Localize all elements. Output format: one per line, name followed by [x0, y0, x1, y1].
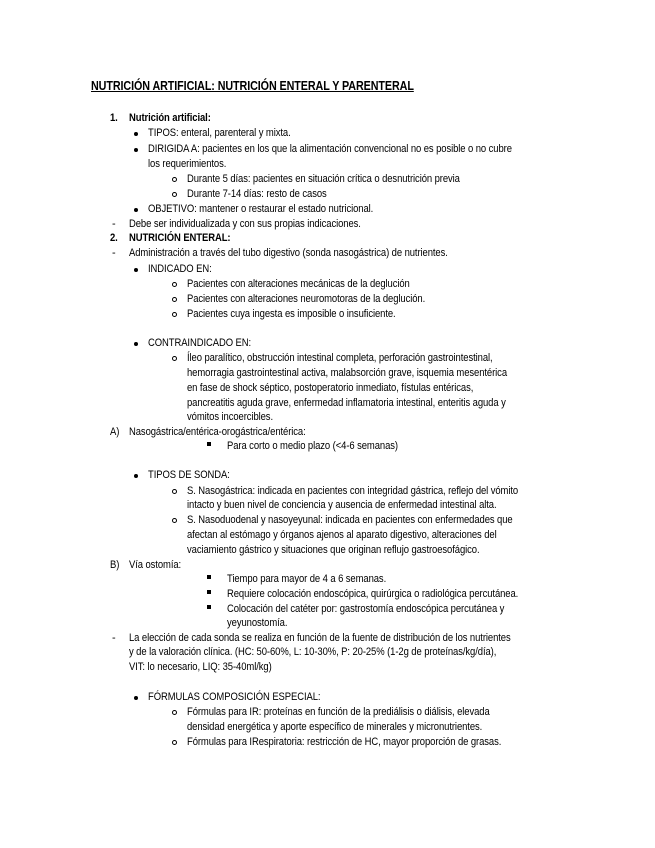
- contraindicado-line-1: Íleo paralítico, obstrucción intestinal completa, perforación gastrointestinal,: [187, 352, 493, 364]
- dash-marker: -: [112, 247, 116, 259]
- dirigida-line-1: DIRIGIDA A: pacientes en los que la alimentación convencional no es posible o no cubre: [148, 143, 512, 155]
- dirigida-line-2: los requerimientos.: [148, 158, 227, 170]
- ostomia-item-3-line-1: Colocación del catéter por: gastrostomía endoscópica percutánea y: [227, 603, 505, 615]
- circle-bullet-icon: [172, 710, 177, 715]
- document-title: NUTRICIÓN ARTIFICIAL: NUTRICIÓN ENTERAL Y PARENTERAL: [91, 79, 414, 93]
- nasoduodenal-line-3: vaciamiento gástrico y situaciones que originan reflujo gastroesofágico.: [187, 544, 480, 556]
- circle-bullet-icon: [172, 297, 177, 302]
- tipos-text: TIPOS: enteral, parenteral y mixta.: [148, 127, 291, 139]
- objetivo-text: OBJETIVO: mantener o restaurar el estado nutricional.: [148, 203, 374, 215]
- corto-plazo-text: Para corto o medio plazo (<4-6 semanas): [227, 440, 398, 452]
- square-bullet-icon: [207, 575, 211, 579]
- circle-bullet-icon: [172, 518, 177, 523]
- ostomia-item-1: Tiempo para mayor de 4 a 6 semanas.: [227, 573, 387, 585]
- contraindicado-heading: CONTRAINDICADO EN:: [148, 337, 252, 349]
- contraindicado-line-5: vómitos incoercibles.: [187, 411, 273, 423]
- dash-marker: -: [112, 218, 116, 230]
- section-2-number: 2.: [110, 232, 118, 244]
- contraindicado-line-4: pancreatitis aguda grave, enfermedad inflamatoria intestinal, enteritis aguda y: [187, 397, 506, 409]
- indicado-heading: INDICADO EN:: [148, 263, 212, 275]
- debe-text: Debe ser individualizada y con sus propias indicaciones.: [129, 218, 361, 230]
- circle-bullet-icon: [172, 282, 177, 287]
- square-bullet-icon: [207, 605, 211, 609]
- square-bullet-icon: [207, 442, 211, 446]
- eleccion-line-2: y de la valoración clínica. (HC: 50-60%, L: 10-30%, P: 20-25% (1-2g de proteínas/kg/día),: [129, 646, 497, 658]
- circle-bullet-icon: [172, 740, 177, 745]
- durante-5-text: Durante 5 días: pacientes en situación crítica o desnutrición previa: [187, 173, 460, 185]
- contraindicado-line-3: en fase de shock séptico, postoperatorio inmediato, fístulas entéricas,: [187, 382, 474, 394]
- circle-bullet-icon: [172, 489, 177, 494]
- ostomia-heading: Vía ostomía:: [129, 559, 182, 571]
- formulas-ir-line-2: densidad energética y aporte específico de minerales y micronutrientes.: [187, 721, 483, 733]
- nasogastrica-line-2: intacto y buen nivel de conciencia y ausencia de enfermedad intestinal alta.: [187, 499, 497, 511]
- indicado-item-3: Pacientes cuya ingesta es imposible o insuficiente.: [187, 308, 396, 320]
- nasoduodenal-line-2: afectan al estómago y órganos ajenos al aparato digestivo, alteraciones del: [187, 529, 497, 541]
- nasogastrica-heading: Nasogástrica/entérica-orogástrica/entérica:: [129, 426, 306, 438]
- tipos-sonda-heading: TIPOS DE SONDA:: [148, 469, 230, 481]
- ostomia-item-2: Requiere colocación endoscópica, quirúrgica o radiológica percutánea.: [227, 588, 519, 600]
- bullet-icon: [134, 148, 138, 152]
- bullet-icon: [134, 208, 138, 212]
- bullet-icon: [134, 132, 138, 136]
- contraindicado-line-2: hemorragia gastrointestinal activa, malabsorción grave, isquemia mesentérica: [187, 367, 508, 379]
- square-bullet-icon: [207, 590, 211, 594]
- administracion-text: Administración a través del tubo digestivo (sonda nasogástrica) de nutrientes.: [129, 247, 448, 259]
- bullet-icon: [134, 342, 138, 346]
- circle-bullet-icon: [172, 192, 177, 197]
- circle-bullet-icon: [172, 177, 177, 182]
- durante-7-text: Durante 7-14 días: resto de casos: [187, 188, 327, 200]
- section-2-heading: NUTRICIÓN ENTERAL:: [129, 232, 231, 244]
- dash-marker: -: [112, 632, 116, 644]
- nasogastrica-line-1: S. Nasogástrica: indicada en pacientes con integridad gástrica, reflejo del vómito: [187, 485, 519, 497]
- nasoduodenal-line-1: S. Nasoduodenal y nasoyeyunal: indicada en pacientes con enfermedades que: [187, 514, 513, 526]
- eleccion-line-3: VIT: lo necesario, LIQ: 35-40ml/kg): [129, 661, 272, 673]
- formulas-ir-line-1: Fórmulas para IR: proteínas en función de la prediálisis o diálisis, elevada: [187, 706, 490, 718]
- bullet-icon: [134, 696, 138, 700]
- formulas-respiratoria-text: Fórmulas para IRespiratoria: restricción de HC, mayor proporción de grasas.: [187, 736, 502, 748]
- eleccion-line-1: La elección de cada sonda se realiza en función de la fuente de distribución de los nutrientes: [129, 632, 511, 644]
- ostomia-item-3-line-2: yeyunostomía.: [227, 617, 288, 629]
- bullet-icon: [134, 268, 138, 272]
- indicado-item-1: Pacientes con alteraciones mecánicas de la deglución: [187, 278, 410, 290]
- section-1-number: 1.: [110, 112, 118, 124]
- label-b: B): [110, 559, 120, 571]
- bullet-icon: [134, 474, 138, 478]
- label-a: A): [110, 426, 120, 438]
- circle-bullet-icon: [172, 356, 177, 361]
- circle-bullet-icon: [172, 312, 177, 317]
- section-1-heading: Nutrición artificial:: [129, 112, 211, 124]
- indicado-item-2: Pacientes con alteraciones neuromotoras de la deglución.: [187, 293, 426, 305]
- formulas-heading: FÓRMULAS COMPOSICIÓN ESPECIAL:: [148, 691, 321, 703]
